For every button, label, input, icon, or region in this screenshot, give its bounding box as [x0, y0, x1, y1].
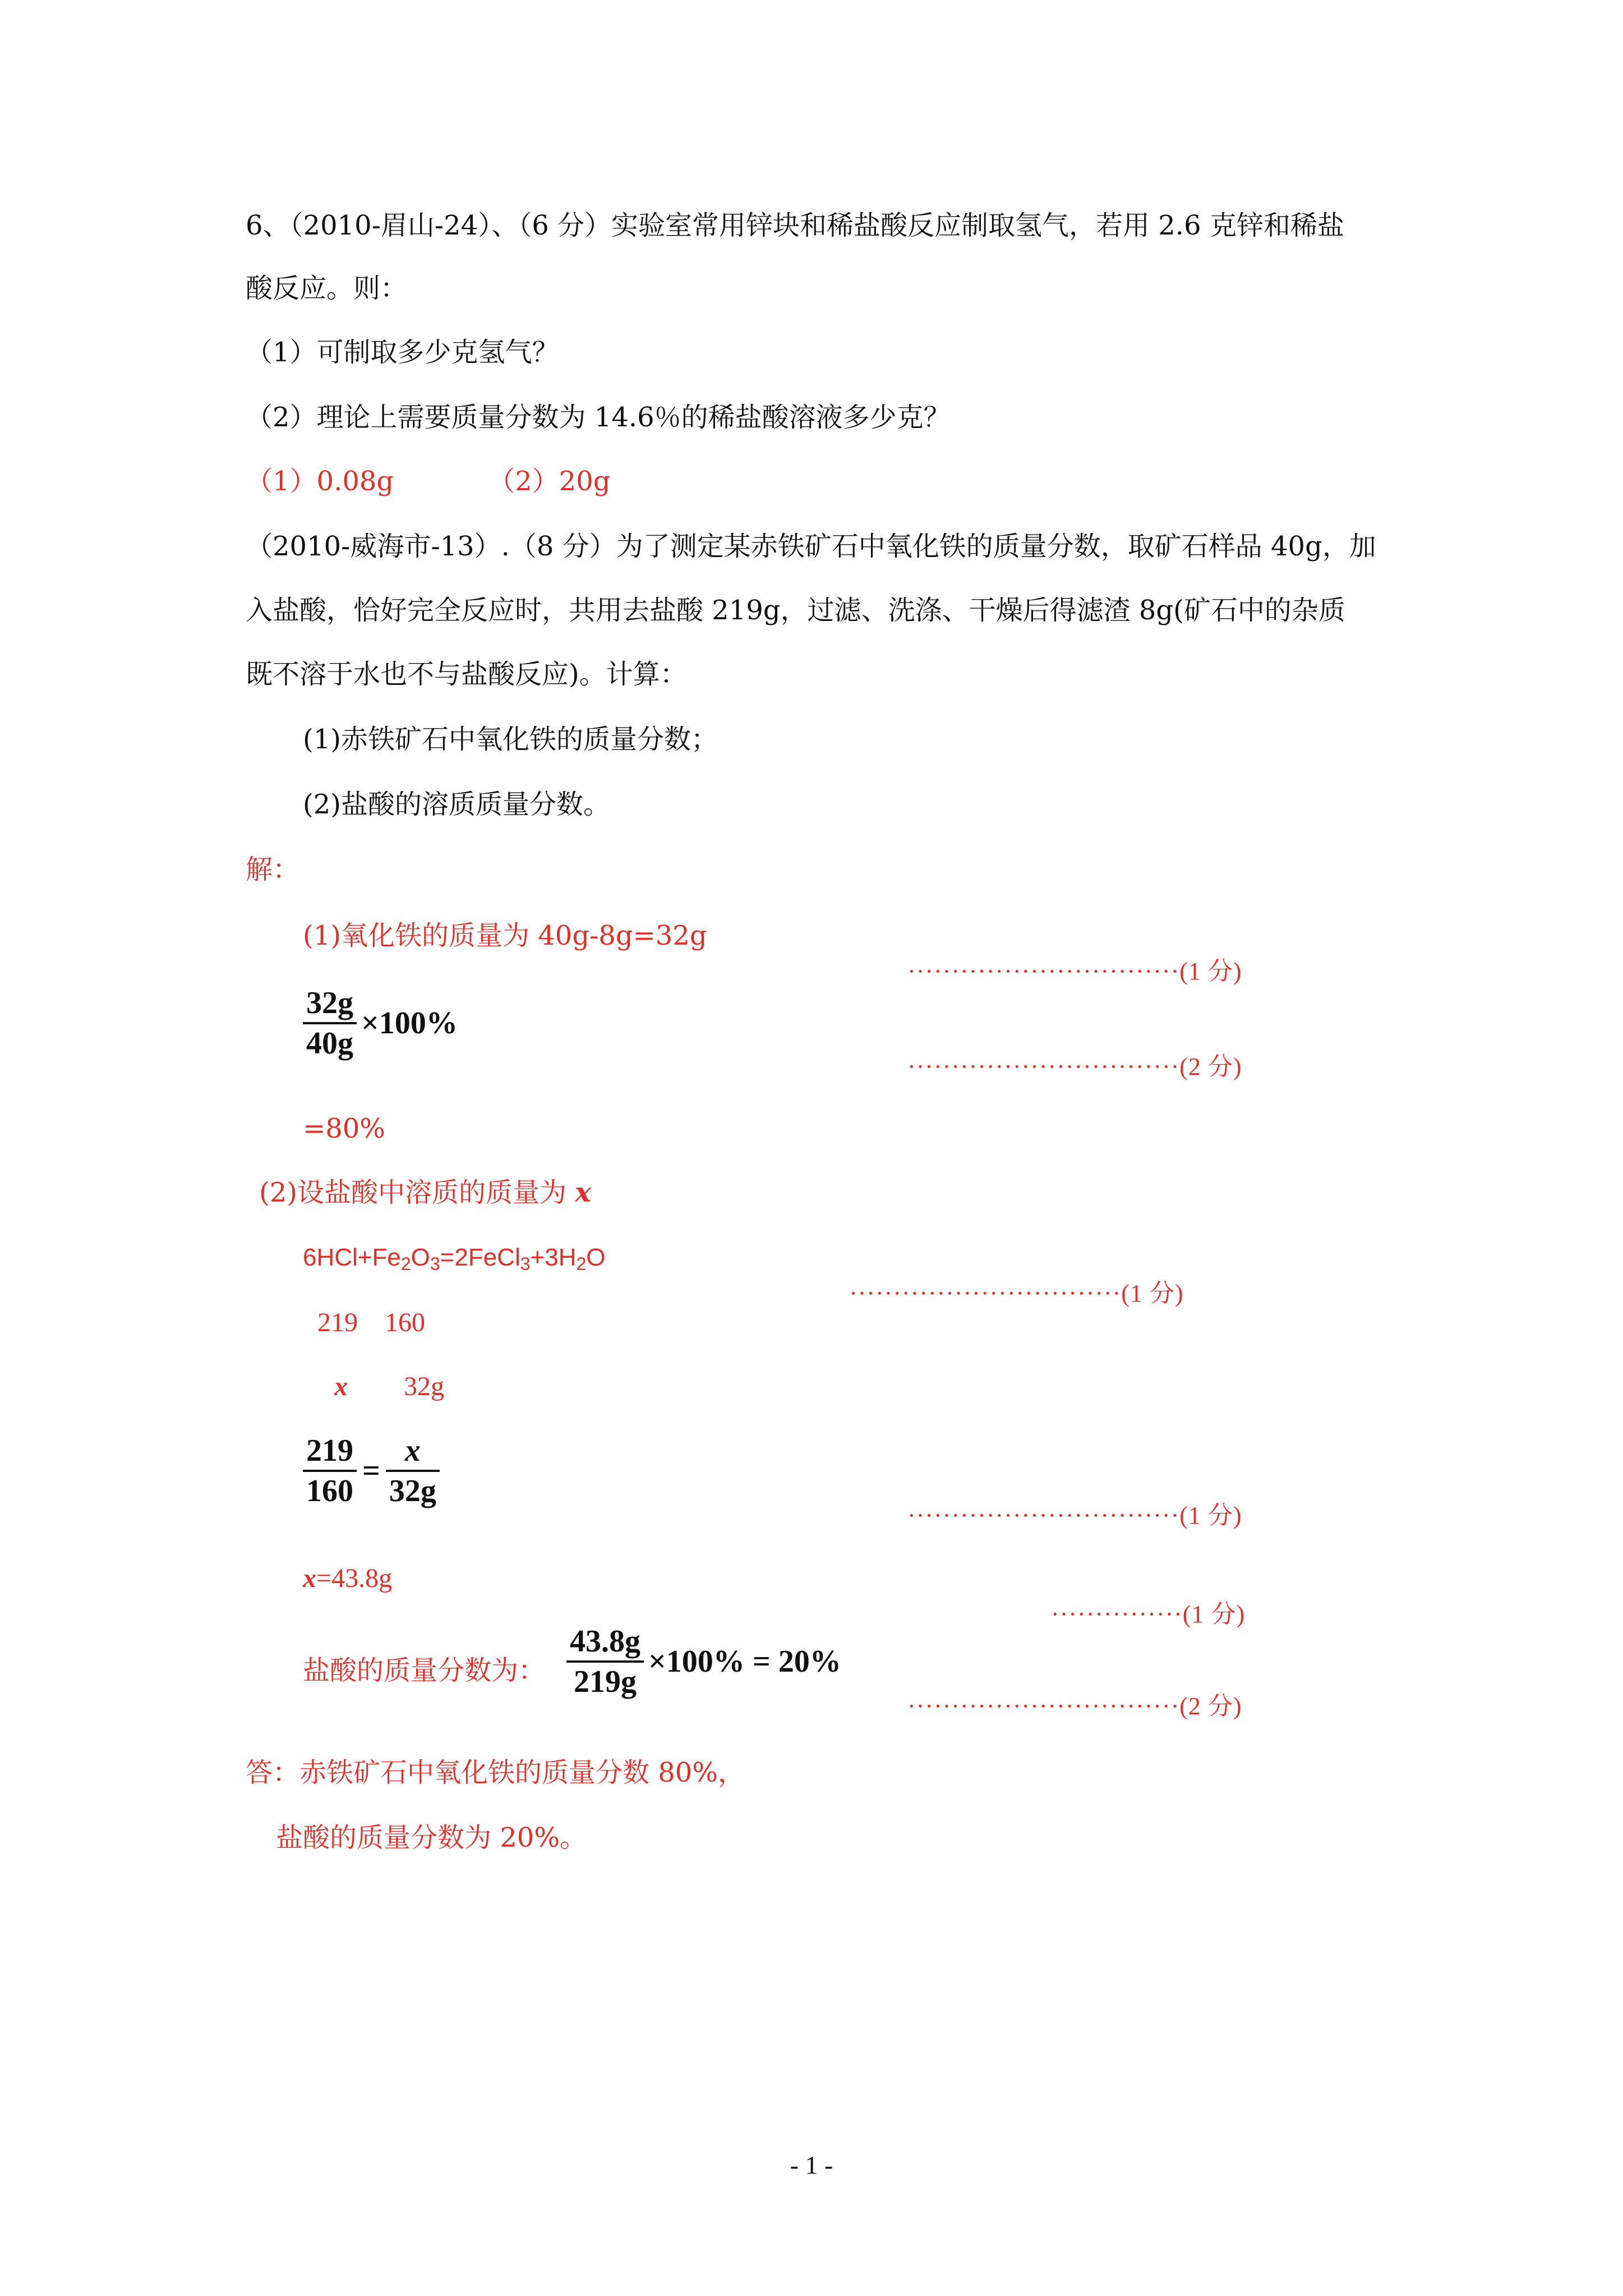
solution-label: 解：	[246, 854, 300, 885]
fraction-numerator: x	[404, 1433, 421, 1468]
final-fraction	[566, 1622, 841, 1701]
solution-step2: (2)设盐酸中溶质的质量为 x	[259, 1177, 591, 1208]
score-mark-1: ·······························(1 分)	[907, 958, 1242, 985]
fraction-numerator: 32g	[306, 986, 353, 1020]
leader-dots: ·······························	[907, 1053, 1180, 1080]
fraction-numerator: 43.8g	[570, 1624, 640, 1659]
leader-dots: ·······························	[907, 958, 1180, 985]
solution-step1: (1)氧化铁的质量为 40g-8g=32g	[303, 920, 707, 951]
result-80-percent: =80%	[303, 1113, 385, 1144]
variable-x: x	[303, 1563, 316, 1593]
score-mark-5: ···············(1 分)	[1051, 1600, 1246, 1628]
fraction-numerator: 219	[306, 1433, 353, 1468]
fraction-denominator: 32g	[389, 1474, 436, 1508]
q7-line2: 入盐酸，恰好完全反应时，共用去盐酸 219g，过滤、洗涤、干燥后得滤渣 8g(矿石中的杂质	[246, 595, 1345, 626]
variable-x: x	[575, 1177, 591, 1208]
fraction-denominator: 160	[306, 1474, 353, 1508]
fraction-denominator: 219g	[574, 1664, 637, 1699]
score-mark-2: ·······························(2 分)	[907, 1053, 1242, 1080]
q6-sub2: （2）理论上需要质量分数为 14.6％的稀盐酸溶液多少克？	[246, 402, 951, 433]
score-mark-4: ·······························(1 分)	[907, 1502, 1242, 1529]
q6-line1: 6、（2010-眉山-24）、（6 分）实验室常用锌块和稀盐酸反应制取氢气，若用 2.6 克锌和稀盐	[246, 210, 1344, 241]
fraction-tail: ×100%	[361, 1006, 458, 1041]
score-mark-3: ·······························(1 分)	[849, 1280, 1184, 1307]
x-result: x=43.8g	[303, 1563, 393, 1593]
q6-sub1: （1）可制取多少克氢气？	[246, 337, 559, 368]
equals-sign: =	[362, 1453, 380, 1488]
page-number: - 1 -	[790, 2151, 833, 2179]
fraction-tail: ×100% = 20%	[648, 1644, 841, 1679]
fraction-32-over-40	[303, 984, 458, 1062]
conclusion-line2: 盐酸的质量分数为 20%。	[276, 1822, 587, 1853]
chemical-equation: $6HCl+Fe_2O_3=2FeCl_3+3H_2O$	[303, 1244, 606, 1274]
q7-sub2: (2)盐酸的溶质质量分数。	[303, 789, 610, 820]
variable-x: x	[334, 1372, 348, 1401]
ratio-line-2: x 32g	[334, 1372, 444, 1401]
leader-dots: ·······························	[849, 1280, 1122, 1307]
leader-dots: ···············	[1051, 1600, 1183, 1628]
leader-dots: ·······························	[907, 1692, 1180, 1720]
proportion-equation	[303, 1432, 440, 1510]
leader-dots: ·······························	[907, 1502, 1180, 1529]
final-label: 盐酸的质量分数为：	[303, 1655, 546, 1686]
ratio-line-1: 219 160	[317, 1308, 426, 1337]
conclusion-line1: 答：赤铁矿石中氧化铁的质量分数 80%，	[246, 1757, 745, 1788]
fraction-denominator: 40g	[306, 1026, 353, 1061]
q7-sub1: (1)赤铁矿石中氧化铁的质量分数；	[303, 724, 718, 755]
q7-line3: 既不溶于水也不与盐酸反应)。计算：	[246, 659, 687, 690]
q6-answer: （1）0.08g （2）20g	[246, 466, 611, 497]
q7-line1: （2010-威海市-13）.（8 分）为了测定某赤铁矿石中氧化铁的质量分数，取矿石样品 40g，加	[246, 531, 1376, 562]
q6-line2: 酸反应。则：	[246, 273, 408, 304]
score-mark-6: ·······························(2 分)	[907, 1692, 1242, 1720]
